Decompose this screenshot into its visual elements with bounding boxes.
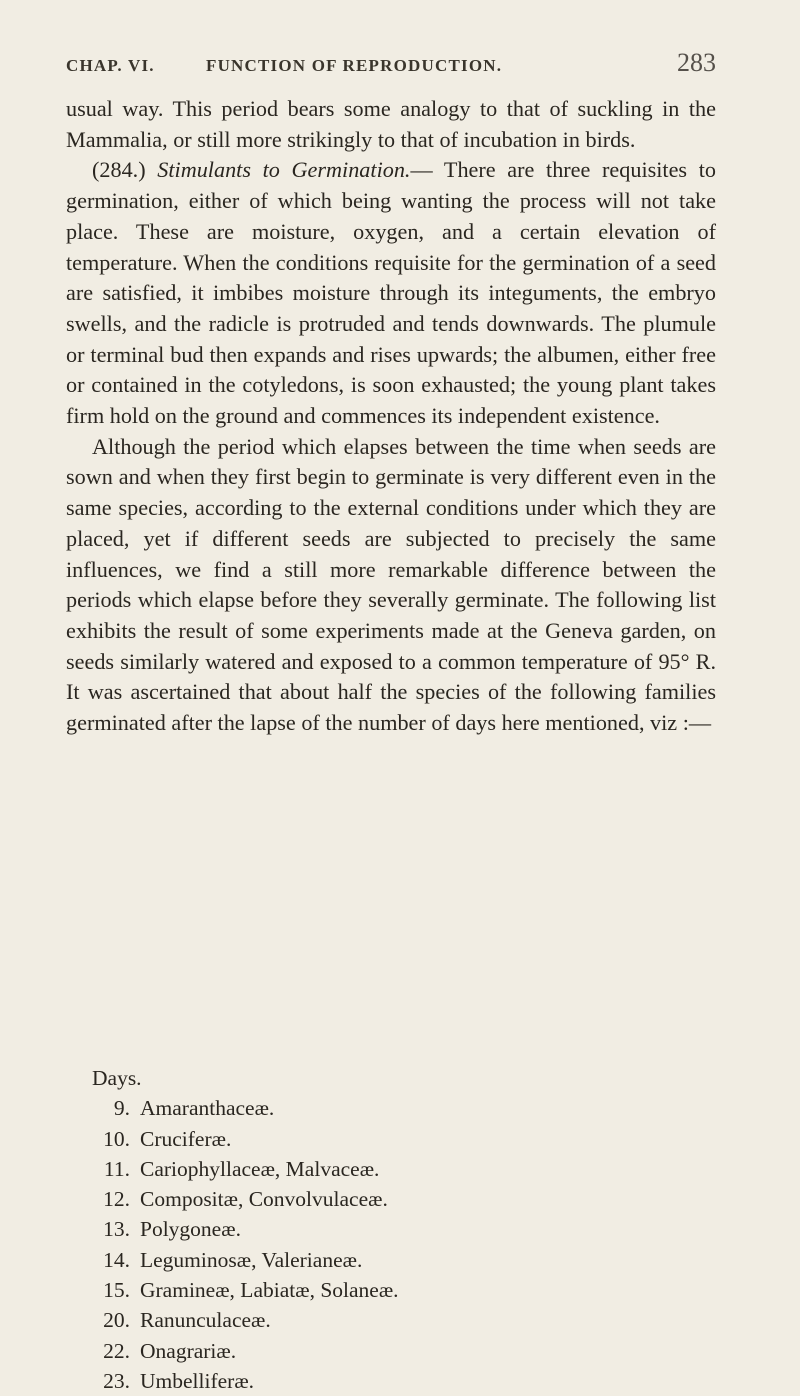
section-text: — There are three requisites to germination, either of which being wanting the process will not take place. These are moisture, oxygen, and a certain elevation of temperature. When the conditions requisite for the germination of a seed are satisfied, it imbibes moisture through its integuments, the embryo swells, and the radicle is protruded and tends downwards. The plumule or terminal bud then expands and rises upwards; the albumen, either free or contained in the cotyledons, is soon exhausted; the young plant takes firm hold on the ground and commences its independent existence. [66, 157, 716, 429]
families-text: Polygoneæ. [140, 1217, 241, 1242]
paragraph-germination-period: Although the period which elapses between the time when seeds are sown and when they first begin to germinate is very different even in the same species, according to the external conditions under which they are placed, yet if different seeds are subjected to precisely the same influences, we find a still more remarkable difference between the periods which elapse before they severally germinate. The following list exhibits the result of some experiments made at the Geneva garden, on seeds similarly watered and exposed to a common temperature of 95° R. It was ascertained that about half the species of the following families germinated after the lapse of the number of days here mentioned, viz :— [66, 433, 716, 736]
families-text: Ranunculaceæ. [140, 1308, 271, 1333]
families-text: Umbelliferæ. [140, 1368, 255, 1393]
running-header [66, 48, 716, 84]
families-text: Cruciferæ. [140, 1126, 232, 1151]
section-number: (284.) [92, 157, 146, 183]
chapter-title: FUNCTION OF REPRODUCTION. [206, 56, 503, 75]
days-list-item [90, 1154, 690, 1184]
days-list-item [90, 1336, 690, 1366]
families-text: Onagrariæ. [140, 1338, 237, 1363]
days-list-item [90, 1093, 690, 1123]
page-number: 283 [677, 48, 716, 77]
days-number: 13. [103, 1217, 130, 1242]
days-number: 23. [103, 1368, 130, 1393]
days-number: 9. [113, 1096, 130, 1121]
days-number: 20. [103, 1308, 130, 1333]
days-number: 11. [103, 1156, 130, 1181]
days-list-rows [90, 1093, 690, 1396]
families-text: Cariophyllaceæ, Malvaceæ. [140, 1156, 380, 1181]
families-text: Amaranthaceæ. [140, 1096, 275, 1121]
days-list-item [90, 1366, 690, 1396]
days-number: 10. [103, 1126, 130, 1151]
section-heading: Stimulants to Germination. [157, 157, 411, 183]
days-list-header: Days. [92, 1066, 142, 1090]
families-text: Compositæ, Convolvulaceæ. [140, 1187, 388, 1212]
days-list-item [90, 1245, 690, 1275]
paragraph-284 [66, 155, 716, 431]
days-number: 22. [103, 1338, 130, 1363]
days-list [90, 1063, 690, 1396]
days-list-item [90, 1214, 690, 1244]
days-number: 14. [103, 1247, 130, 1272]
days-list-item [90, 1184, 690, 1214]
chapter-label: CHAP. VI. [66, 56, 155, 75]
days-list-item [90, 1305, 690, 1335]
days-list-item [90, 1275, 690, 1305]
families-text: Leguminosæ, Valerianeæ. [140, 1247, 363, 1272]
days-list-item [90, 1124, 690, 1154]
days-number: 12. [103, 1187, 130, 1212]
body-text [66, 94, 716, 739]
paragraph-continuation: usual way. This period bears some analogy to that of suckling in the Mammalia, or still more strikingly to that of incubation in birds. [66, 96, 716, 152]
days-number: 15. [103, 1278, 130, 1303]
families-text: Gramineæ, Labiatæ, Solaneæ. [140, 1278, 399, 1303]
